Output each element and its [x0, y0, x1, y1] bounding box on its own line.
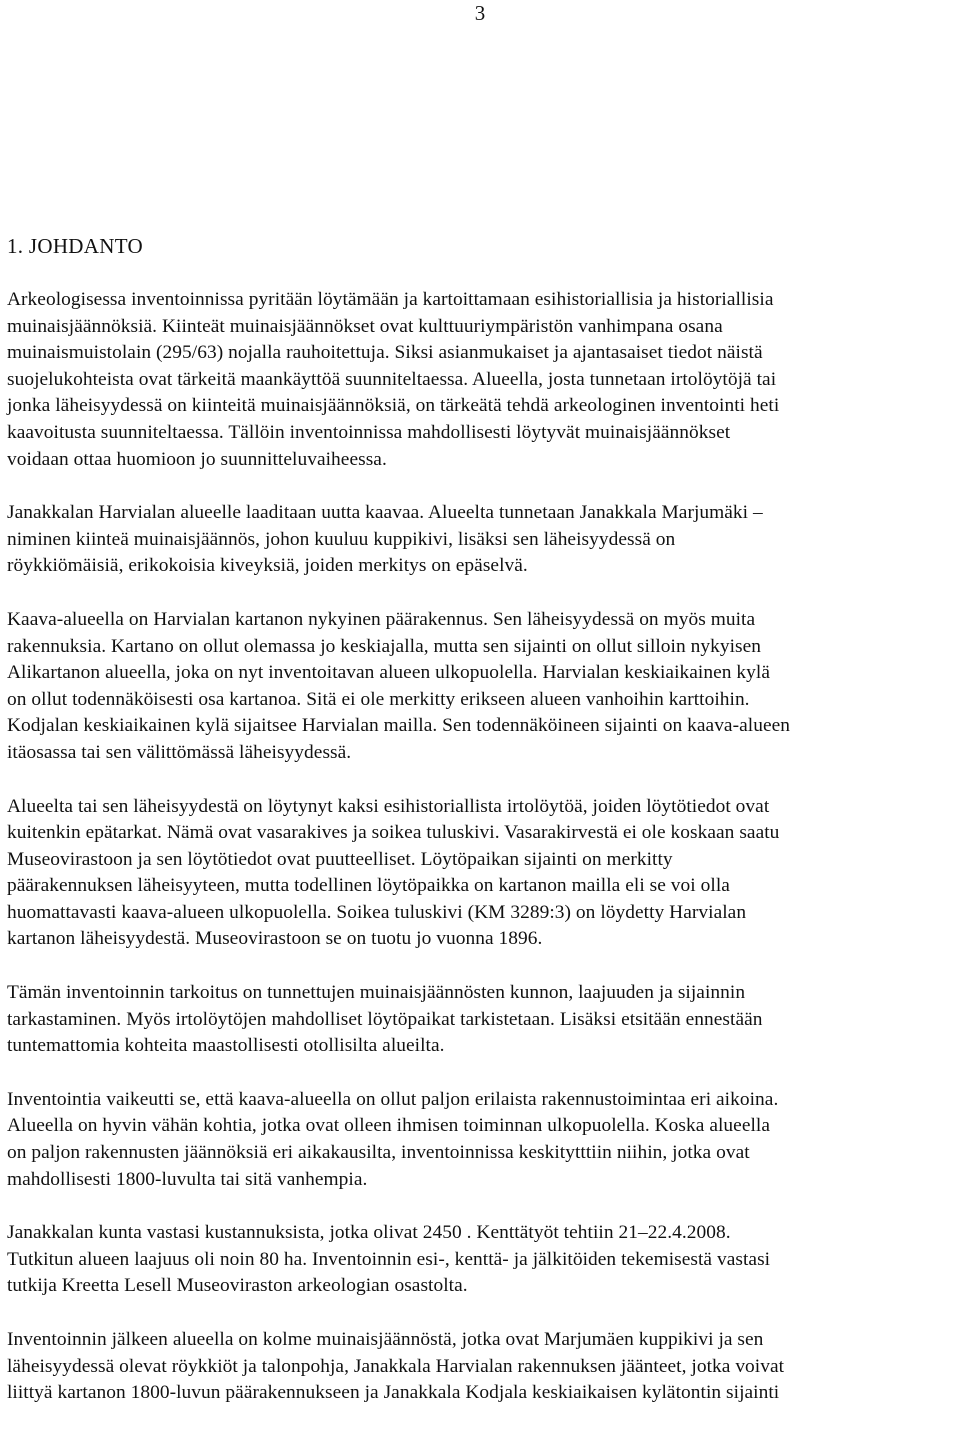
text-line: jonka läheisyydessä on kiinteitä muinaisjäännöksiä, on tärkeätä tehdä arkeologinen inventointi heti	[7, 395, 780, 417]
text-line: on ollut todennäköisesti osa kartanoa. Sitä ei ole merkitty erikseen alueen vanhoihin karttoihin.	[7, 688, 750, 710]
paragraph	[7, 287, 960, 473]
text-line: voidaan ottaa huomioon jo suunnitteluvaiheessa.	[7, 448, 387, 470]
text-line: tarkastaminen. Myös irtolöytöjen mahdolliset löytöpaikat tarkistetaan. Lisäksi etsitään ennestään	[7, 1008, 763, 1030]
text-line: Alikartanon alueella, joka on nyt inventoitavan alueen ulkopuolella. Harvialan keskiaikainen kylä	[7, 662, 770, 684]
text-line: Kodjalan keskiaikainen kylä sijaitsee Harvialan mailla. Sen todennäköineen sijainti on kaava-alueen	[7, 715, 790, 737]
text-line: Tutkitun alueen laajuus oli noin 80 ha. Inventoinnin esi-, kenttä- ja jälkitöiden tekemisestä vastasi	[7, 1248, 771, 1270]
text-line: itäosassa tai sen välittömässä läheisyydessä.	[7, 741, 352, 763]
paragraph	[7, 794, 960, 954]
text-line: Alueella on hyvin vähän kohtia, jotka ovat olleen ihmisen toiminnan ulkopuolella. Koska alueella	[7, 1115, 771, 1137]
paragraph	[7, 1220, 960, 1300]
paragraph	[7, 1087, 960, 1193]
text-line: tutkija Kreetta Lesell Museoviraston arkeologian osastolta.	[7, 1275, 468, 1297]
text-line: Inventoinnin jälkeen alueella on kolme muinaisjäännöstä, jotka ovat Marjumäen kuppikivi ja sen	[7, 1329, 764, 1350]
text-line: Kaava-alueella on Harvialan kartanon nykyinen päärakennus. Sen läheisyydessä on myös muita	[7, 608, 756, 630]
text-line: rakennuksia. Kartano on ollut olemassa jo keskiajalla, mutta sen sijainti on ollut silloin nykyisen	[7, 635, 762, 657]
text-line: tuntemattomia kohteita maastollisesti otollisilta alueilta.	[7, 1035, 445, 1057]
body-text	[7, 287, 960, 1434]
text-line: niminen kiinteä muinaisjäännös, johon kuuluu kuppikivi, lisäksi sen läheisyydessä on	[7, 528, 676, 550]
text-line: Inventointia vaikeutti se, että kaava-alueella on ollut paljon erilaista rakennustoimintaa eri aikoina.	[7, 1088, 779, 1110]
text-line: mahdollisesti 1800-luvulta tai sitä vanhempia.	[7, 1168, 368, 1190]
paragraph	[7, 607, 960, 767]
paragraph	[7, 500, 960, 580]
text-line: kuitenkin epätarkat. Nämä ovat vasarakives ja soikea tuluskivi. Vasarakirvestä ei ole koskaan saatu	[7, 822, 780, 844]
text-line: muinaismuistolain (295/63) nojalla rauhoitettuja. Siksi asianmukaiset ja ajantasaiset tiedot näistä	[7, 342, 763, 364]
text-line: Alueelta tai sen läheisyydestä on löytynyt kaksi esihistoriallista irtolöytöä, joiden löytötiedot ovat	[7, 795, 770, 817]
text-line: on paljon rakennusten jäännöksiä eri aikakausilta, inventoinnissa keskitytttiin niihin, jotka ovat	[7, 1142, 750, 1164]
text-line: kartanon läheisyydestä. Museovirastoon se on tuotu jo vuonna 1896.	[7, 928, 543, 950]
text-line: läheisyydessä olevat röykkiöt ja talonpohja, Janakkala Harvialan rakennuksen jäänteet, jotka voivat	[7, 1355, 785, 1377]
text-line: muinaisjäännöksiä. Kiinteät muinaisjäännökset ovat kulttuuriympäristön vanhimpana osana	[7, 315, 723, 337]
page-number: 3	[474, 1, 486, 25]
section-heading: 1. JOHDANTO	[7, 234, 143, 258]
paragraph	[7, 980, 960, 1060]
text-line: huomattavasti kaava-alueen ulkopuolella. Soikea tuluskivi (KM 3289:3) on löydetty Harvialan	[7, 901, 747, 923]
text-line: päärakennuksen läheisyyteen, mutta todellinen löytöpaikka on kartanon mailla eli se voi olla	[7, 875, 730, 897]
text-line: suojelukohteista ovat tärkeitä maankäyttöä suunniteltaessa. Alueella, josta tunnetaan irtolöytöjä tai	[7, 368, 777, 390]
text-line: liittyä kartanon 1800-luvun päärakennukseen ja Janakkala Kodjala keskiaikaisen kylätontin sijainti	[7, 1382, 780, 1404]
text-line: Museovirastoon ja sen löytötiedot ovat puutteelliset. Löytöpaikan sijainti on merkitty	[7, 848, 673, 870]
text-line: Janakkalan kunta vastasi kustannuksista, jotka olivat 2450 . Kenttätyöt tehtiin 21‒22.4.2008.	[7, 1222, 731, 1244]
text-line: Janakkalan Harvialan alueelle laaditaan uutta kaavaa. Alueelta tunnetaan Janakkala Marjumäki –	[7, 502, 763, 524]
text-line: Tämän inventoinnin tarkoitus on tunnettujen muinaisjäännösten kunnon, laajuuden ja sijainnin	[7, 982, 746, 1004]
text-line: Arkeologisessa inventoinnissa pyritään löytämään ja kartoittamaan esihistoriallisia ja historiallisia	[7, 289, 774, 310]
text-line: kaavoitusta suunniteltaessa. Tällöin inventoinnissa mahdollisesti löytyvät muinaisjäännökset	[7, 421, 731, 443]
text-line: röykkiömäisiä, erikokoisia kiveyksiä, joiden merkitys on epäselvä.	[7, 555, 528, 577]
paragraph	[7, 1327, 960, 1407]
